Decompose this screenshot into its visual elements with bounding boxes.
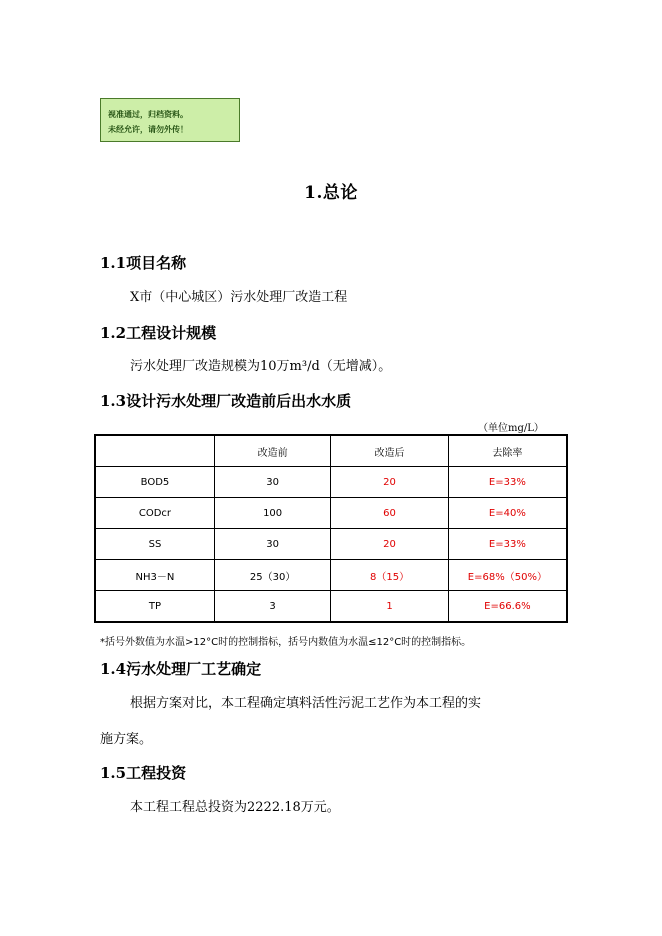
table-footnote: *括号外数值为水温>12°C时的控制指标，括号内数值为水温≤12°C时的控制指标。: [100, 637, 472, 648]
before-cell: 3: [214, 591, 330, 623]
header-cell: 改造前: [214, 435, 330, 467]
table-row: [95, 467, 567, 498]
indicator-cell: SS: [95, 529, 214, 560]
indicator-cell: CODcr: [95, 498, 214, 529]
removal-cell: E=33%: [448, 467, 567, 498]
header-cell: 去除率: [448, 435, 567, 467]
removal-cell: E=66.6%: [448, 591, 567, 623]
before-cell: 100: [214, 498, 330, 529]
design-scale-text: 污水处理厂改造规模为10万m³/d（无增减）。: [130, 359, 392, 374]
indicator-cell: BOD5: [95, 467, 214, 498]
after-cell: 8（15）: [331, 560, 448, 591]
indicator-cell: TP: [95, 591, 214, 623]
table-header-row: [95, 435, 567, 467]
header-cell: [95, 435, 214, 467]
section-heading-1-5: 1.5工程投资: [100, 764, 187, 782]
section-heading-1-1: 1.1项目名称: [100, 254, 187, 272]
table-row: [95, 560, 567, 591]
table-row: [95, 529, 567, 560]
process-text-line-2: 施方案。: [100, 732, 153, 747]
before-cell: 30: [214, 529, 330, 560]
notice-box: [100, 98, 240, 142]
investment-text: 本工程工程总投资为2222.18万元。: [130, 800, 340, 815]
table-row: [95, 591, 567, 623]
notice-line-1: 视准通过，归档资料。: [108, 110, 188, 119]
before-cell: 25（30）: [214, 560, 330, 591]
after-cell: 20: [331, 467, 448, 498]
after-cell: 1: [331, 591, 448, 623]
indicator-cell: NH3－N: [95, 560, 214, 591]
removal-cell: E=33%: [448, 529, 567, 560]
after-cell: 20: [331, 529, 448, 560]
after-cell: 60: [331, 498, 448, 529]
section-heading-1-3: 1.3设计污水处理厂改造前后出水水质: [100, 392, 352, 410]
section-heading-1-4: 1.4污水处理厂工艺确定: [100, 660, 262, 678]
before-cell: 30: [214, 467, 330, 498]
unit-label: （单位mg/L）: [478, 423, 544, 434]
page-title: 1.总论: [304, 183, 358, 203]
section-heading-1-2: 1.2工程设计规模: [100, 324, 217, 342]
notice-line-2: 未经允许，请勿外传！: [108, 125, 188, 134]
project-name-text: X市（中心城区）污水处理厂改造工程: [130, 290, 348, 305]
table-row: [95, 498, 567, 529]
removal-cell: E=68%（50%）: [448, 560, 567, 591]
removal-cell: E=40%: [448, 498, 567, 529]
water-quality-table: [94, 434, 568, 623]
header-cell: 改造后: [331, 435, 448, 467]
process-text-line-1: 根据方案对比，本工程确定填料活性污泥工艺作为本工程的实: [130, 696, 482, 711]
